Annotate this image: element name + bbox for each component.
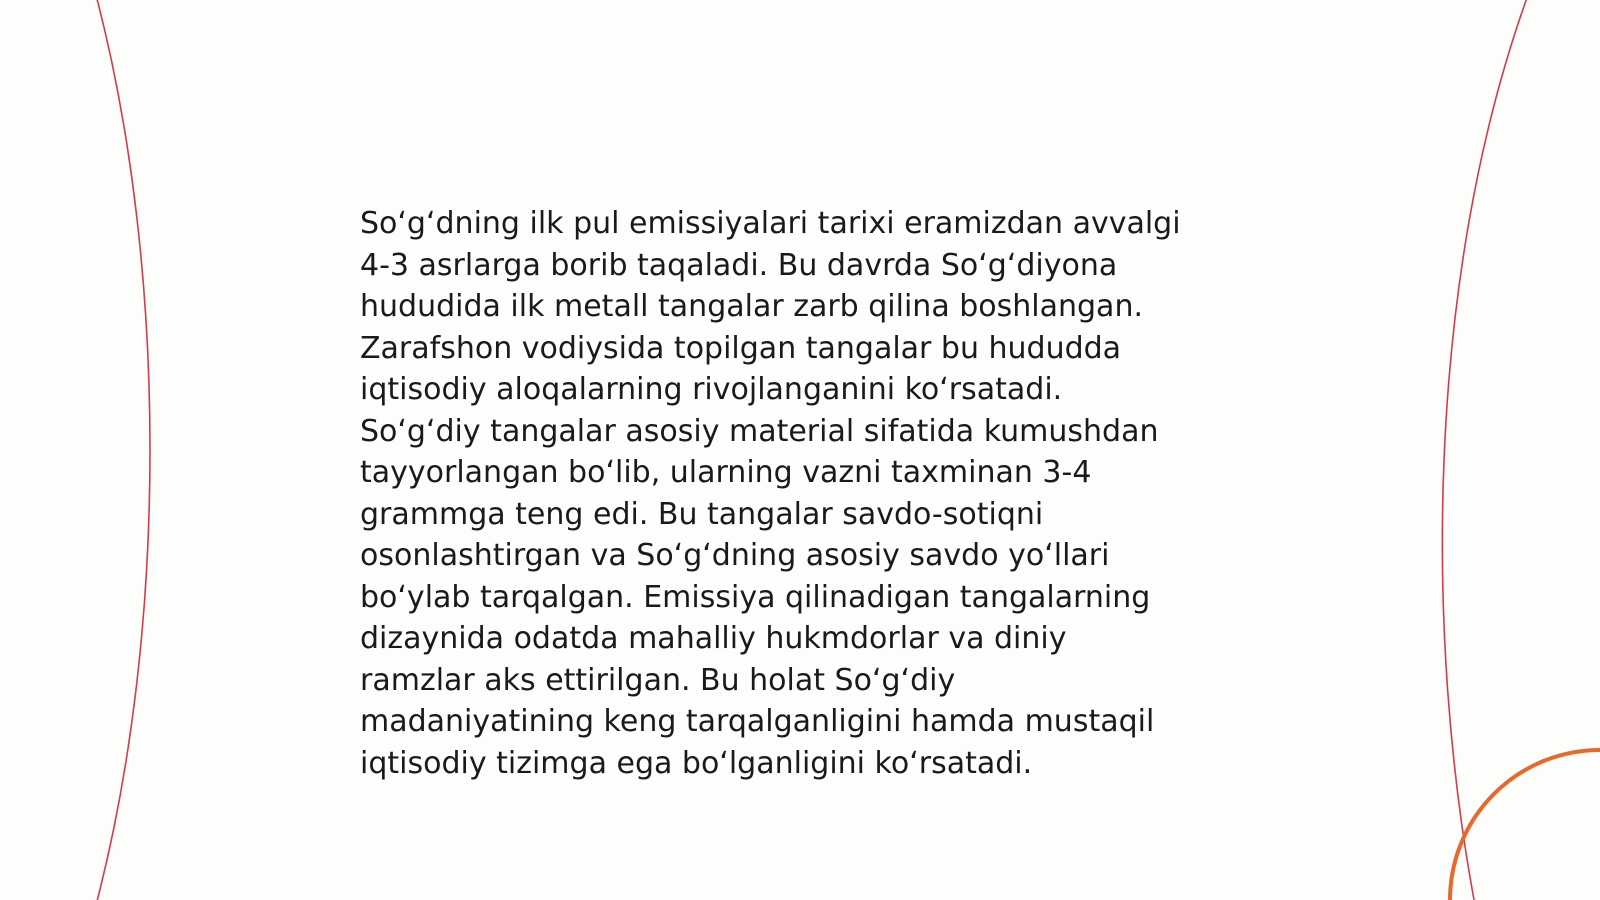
text-line: bo‘ylab tarqalgan. Emissiya qilinadigan tangalarning bbox=[360, 579, 1151, 615]
text-line: iqtisodiy tizimga ega bo‘lganligini ko‘rsatadi. bbox=[360, 745, 1033, 781]
text-line: So‘g‘dning ilk pul emissiyalari tarixi eramizdan avvalgi bbox=[360, 206, 1181, 241]
text-line: So‘g‘diy tangalar asosiy material sifatida kumushdan bbox=[360, 413, 1159, 449]
text-line: Zarafshon vodiysida topilgan tangalar bu hududda bbox=[360, 330, 1122, 366]
right-curve bbox=[1442, 0, 1528, 900]
text-line: grammga teng edi. Bu tangalar savdo-sotiqni bbox=[360, 496, 1044, 532]
orange-circle bbox=[1450, 750, 1600, 900]
text-line: dizaynida odatda mahalliy hukmdorlar va diniy bbox=[360, 621, 1067, 656]
text-line: tayyorlangan bo‘lib, ularning vazni taxminan 3-4 bbox=[360, 455, 1092, 490]
text-line: madaniyatining keng tarqalganligini hamda mustaqil bbox=[360, 704, 1155, 739]
text-line: ramzlar aks ettirilgan. Bu holat So‘g‘diy bbox=[360, 662, 956, 698]
slide-body-text bbox=[360, 203, 1260, 784]
text-line: osonlashtirgan va So‘g‘dning asosiy savdo yo‘llari bbox=[360, 538, 1110, 573]
text-line: 4-3 asrlarga borib taqaladi. Bu davrda So‘g‘diyona bbox=[360, 247, 1118, 283]
text-line: iqtisodiy aloqalarning rivojlanganini ko‘rsatadi. bbox=[360, 372, 1063, 407]
left-curve bbox=[96, 0, 150, 900]
text-line: hududida ilk metall tangalar zarb qilina boshlangan. bbox=[360, 289, 1143, 324]
